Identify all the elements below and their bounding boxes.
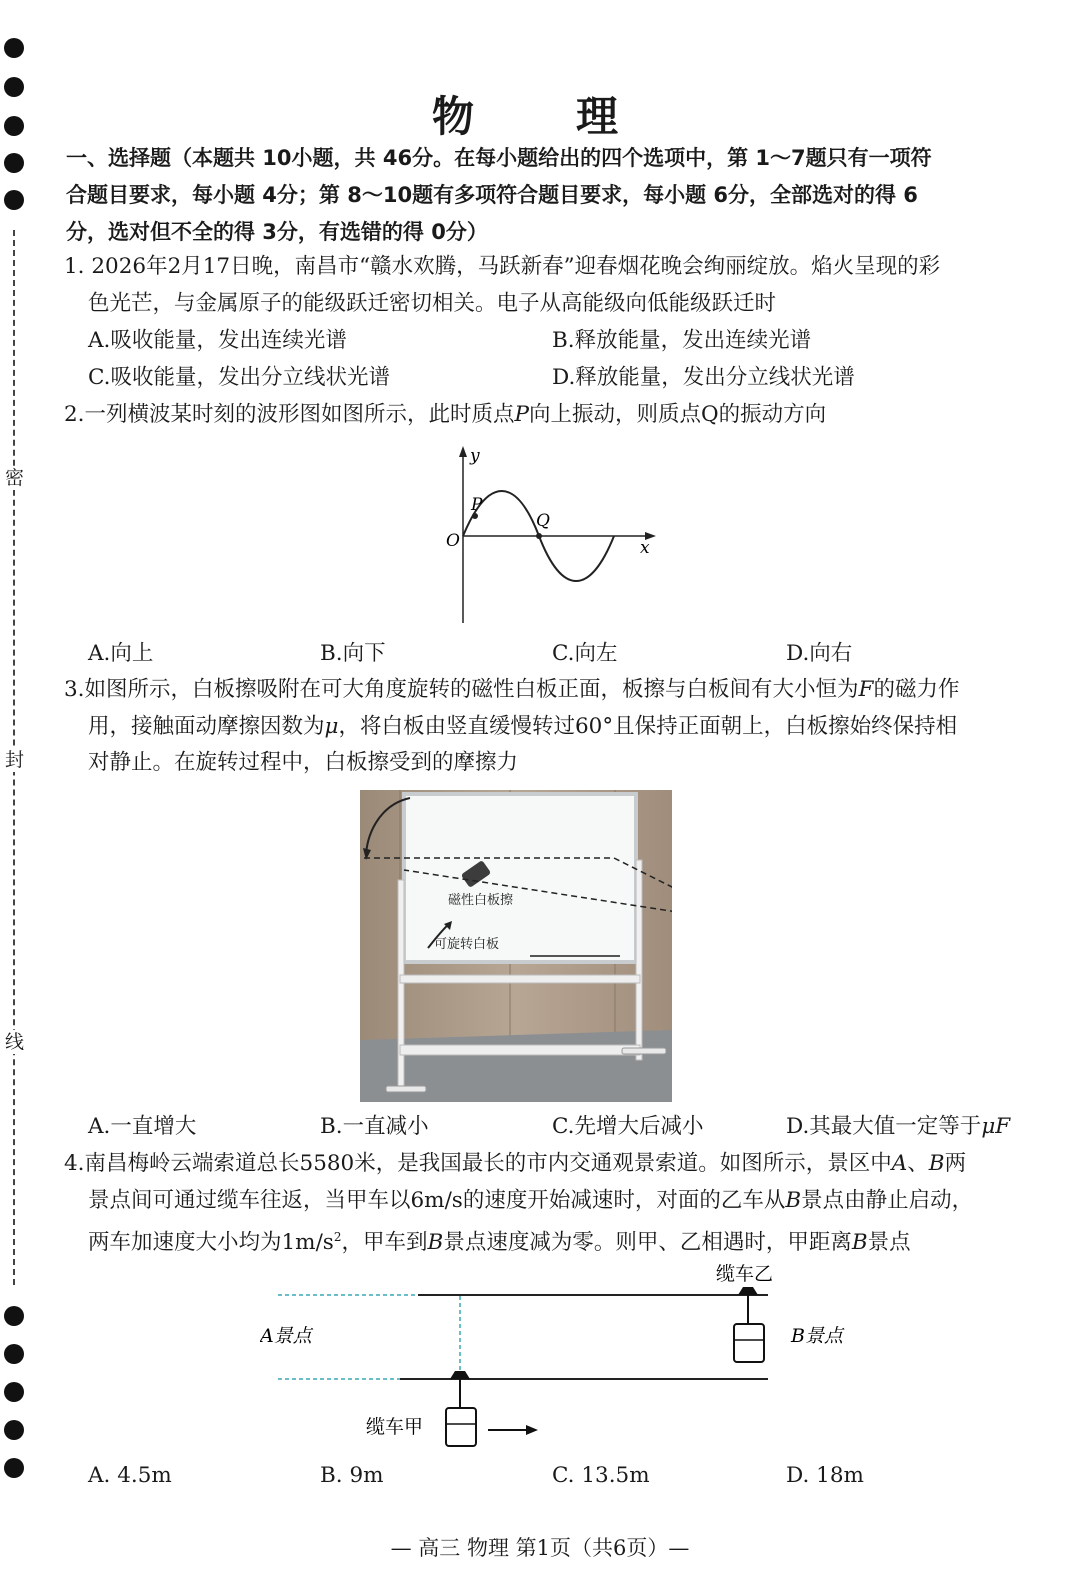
binding-hole bbox=[4, 1344, 24, 1364]
stand-left-post bbox=[398, 880, 404, 1090]
q3-stem-line2 bbox=[88, 712, 957, 742]
binding-hole bbox=[4, 1306, 24, 1326]
q4-option-d: D. 18m bbox=[786, 1463, 864, 1488]
binding-hole bbox=[4, 1420, 24, 1440]
q3-stem-part: 的磁力作 bbox=[873, 677, 960, 702]
q4-symbol-b: B bbox=[851, 1230, 868, 1256]
q1-option-a: A.吸收能量，发出连续光谱 bbox=[88, 328, 347, 353]
page-title: 物 理 bbox=[431, 92, 648, 141]
binding-hole bbox=[4, 1458, 24, 1478]
q2-option-c: C.向左 bbox=[552, 641, 618, 666]
section-instructions-line3: 分，选对但不全的得 3分，有选错的得 0分） bbox=[66, 220, 488, 244]
q1-option-c: C.吸收能量，发出分立线状光谱 bbox=[88, 365, 391, 390]
car-a-velocity-arrow-head bbox=[526, 1425, 538, 1435]
stand-foot bbox=[386, 1086, 426, 1092]
q4-stem-part: 景点速度减为零。则甲、乙相遇时，甲距离 bbox=[443, 1230, 852, 1256]
stand-right-post bbox=[636, 860, 642, 1060]
q2-stem bbox=[64, 400, 826, 430]
label-scenic-b: B景点 bbox=[791, 1325, 843, 1347]
side-mark-xian: 线 bbox=[5, 1031, 25, 1053]
q4-option-c: C. 13.5m bbox=[552, 1463, 650, 1488]
q4-symbol-a: A bbox=[891, 1151, 908, 1176]
q4-symbol-b: B bbox=[427, 1230, 444, 1256]
q4-stem-part: 景点 bbox=[867, 1230, 911, 1256]
label-o: O bbox=[446, 531, 460, 551]
q3-symbol-mu: μ bbox=[324, 714, 339, 739]
label-p: P bbox=[471, 495, 483, 515]
side-mark-feng: 封 bbox=[5, 749, 25, 771]
car-b-cabin bbox=[734, 1324, 764, 1362]
q4-stem-line3 bbox=[88, 1222, 911, 1258]
label-car-b: 缆车乙 bbox=[716, 1263, 774, 1285]
q2-stem-part: 向上振动，则质点Q的振动方向 bbox=[528, 402, 827, 427]
side-mark-mi: 密 bbox=[5, 467, 25, 489]
q2-option-a: A.向上 bbox=[88, 641, 154, 666]
label-board: 可旋转白板 bbox=[434, 937, 500, 952]
section-instructions-line1: 一、选择题（本题共 10小题，共 46分。在每小题给出的四个选项中，第 1～7题只有一项符 bbox=[66, 146, 932, 170]
q4-stem-part: 、 bbox=[907, 1151, 929, 1176]
label-q: Q bbox=[536, 511, 550, 531]
q1-stem-line2: 色光芒，与金属原子的能级跃迁密切相关。电子从高能级向低能级跃迁时 bbox=[88, 291, 777, 316]
q1-stem-line1: 1. 2026年2月17日晚，南昌市“赣水欢腾，马跃新春”迎春烟花晚会绚丽绽放。焰火呈现的彩 bbox=[64, 254, 941, 279]
binding-hole bbox=[4, 153, 24, 173]
q4-option-a: A. 4.5m bbox=[88, 1463, 172, 1488]
stand-crossbar bbox=[400, 975, 640, 983]
q4-symbol-b: B bbox=[928, 1151, 945, 1176]
binding-hole bbox=[4, 38, 24, 58]
q3-stem-part: 用，接触面动摩擦因数为 bbox=[88, 714, 325, 739]
q3-option-b: B.一直减小 bbox=[320, 1114, 429, 1139]
q3-symbol-f: F bbox=[858, 677, 874, 702]
q4-stem-part: 景点间可通过缆车往返，当甲车以6m/s的速度开始减速时，对面的乙车从 bbox=[88, 1188, 786, 1213]
q2-wave-figure bbox=[430, 440, 670, 630]
stand-foot bbox=[622, 1048, 666, 1054]
q4-cable-car-figure bbox=[260, 1258, 880, 1463]
q2-option-b: B.向下 bbox=[320, 641, 386, 666]
q2-stem-part: 2.一列横波某时刻的波形图如图所示，此时质点 bbox=[64, 402, 515, 427]
q4-stem-part: 景点由静止启动， bbox=[801, 1188, 974, 1213]
q4-stem-line1 bbox=[64, 1149, 966, 1179]
q3-option-a: A.一直增大 bbox=[88, 1114, 197, 1139]
q4-symbol-b: B bbox=[785, 1188, 802, 1213]
q4-stem-part: 4.南昌梅岭云端索道总长5580米，是我国最长的市内交通观景索道。如图所示，景区中 bbox=[64, 1151, 892, 1176]
car-a-cabin bbox=[446, 1408, 476, 1446]
q1-option-b: B.释放能量，发出连续光谱 bbox=[552, 328, 812, 353]
q2-option-d: D.向右 bbox=[786, 641, 853, 666]
q4-stem-part: 两 bbox=[944, 1151, 967, 1176]
car-b-grip bbox=[738, 1287, 758, 1295]
label-scenic-a: A景点 bbox=[260, 1325, 312, 1347]
y-axis-arrow bbox=[459, 446, 467, 457]
q1-option-d: D.释放能量，发出分立线状光谱 bbox=[552, 365, 855, 390]
binding-hole bbox=[4, 190, 24, 210]
q4-stem-part: 两车加速度大小均为1m/s bbox=[88, 1230, 334, 1256]
q3-option-d-symbol: μF bbox=[981, 1114, 1011, 1139]
q3-option-d-text: D.其最大值一定等于 bbox=[786, 1114, 982, 1139]
q3-stem-line1 bbox=[64, 675, 959, 705]
label-car-a: 缆车甲 bbox=[366, 1416, 424, 1438]
car-a-grip bbox=[450, 1371, 470, 1379]
page-footer: — 高三 物理 第1页（共6页）— bbox=[390, 1536, 690, 1560]
q2-symbol-p: P bbox=[514, 402, 529, 427]
label-eraser: 磁性白板擦 bbox=[448, 893, 514, 908]
q3-stem-part: 3.如图所示，白板擦吸附在可大角度旋转的磁性白板正面，板擦与白板间有大小恒为 bbox=[64, 677, 859, 702]
label-x: x bbox=[640, 538, 650, 558]
binding-hole bbox=[4, 1382, 24, 1402]
q3-stem-part: ，将白板由竖直缓慢转过60°且保持正面朝上，白板擦始终保持相 bbox=[338, 714, 958, 739]
q4-superscript: 2 bbox=[333, 1230, 342, 1244]
q3-option-d bbox=[786, 1112, 1010, 1142]
section-instructions-line2: 合题目要求，每小题 4分；第 8～10题有多项符合题目要求，每小题 6分，全部选对的得 6 bbox=[66, 183, 918, 207]
point-q bbox=[536, 533, 542, 539]
stand-crossbar bbox=[400, 1045, 640, 1055]
q3-whiteboard-figure bbox=[360, 790, 672, 1102]
q3-option-c: C.先增大后减小 bbox=[552, 1114, 704, 1139]
q4-stem-part: ，甲车到 bbox=[341, 1230, 428, 1256]
label-y: y bbox=[470, 446, 480, 466]
q3-stem-line3: 对静止。在旋转过程中，白板擦受到的摩擦力 bbox=[88, 750, 519, 775]
q4-stem-line2 bbox=[88, 1186, 973, 1216]
q4-option-b: B. 9m bbox=[320, 1463, 384, 1488]
